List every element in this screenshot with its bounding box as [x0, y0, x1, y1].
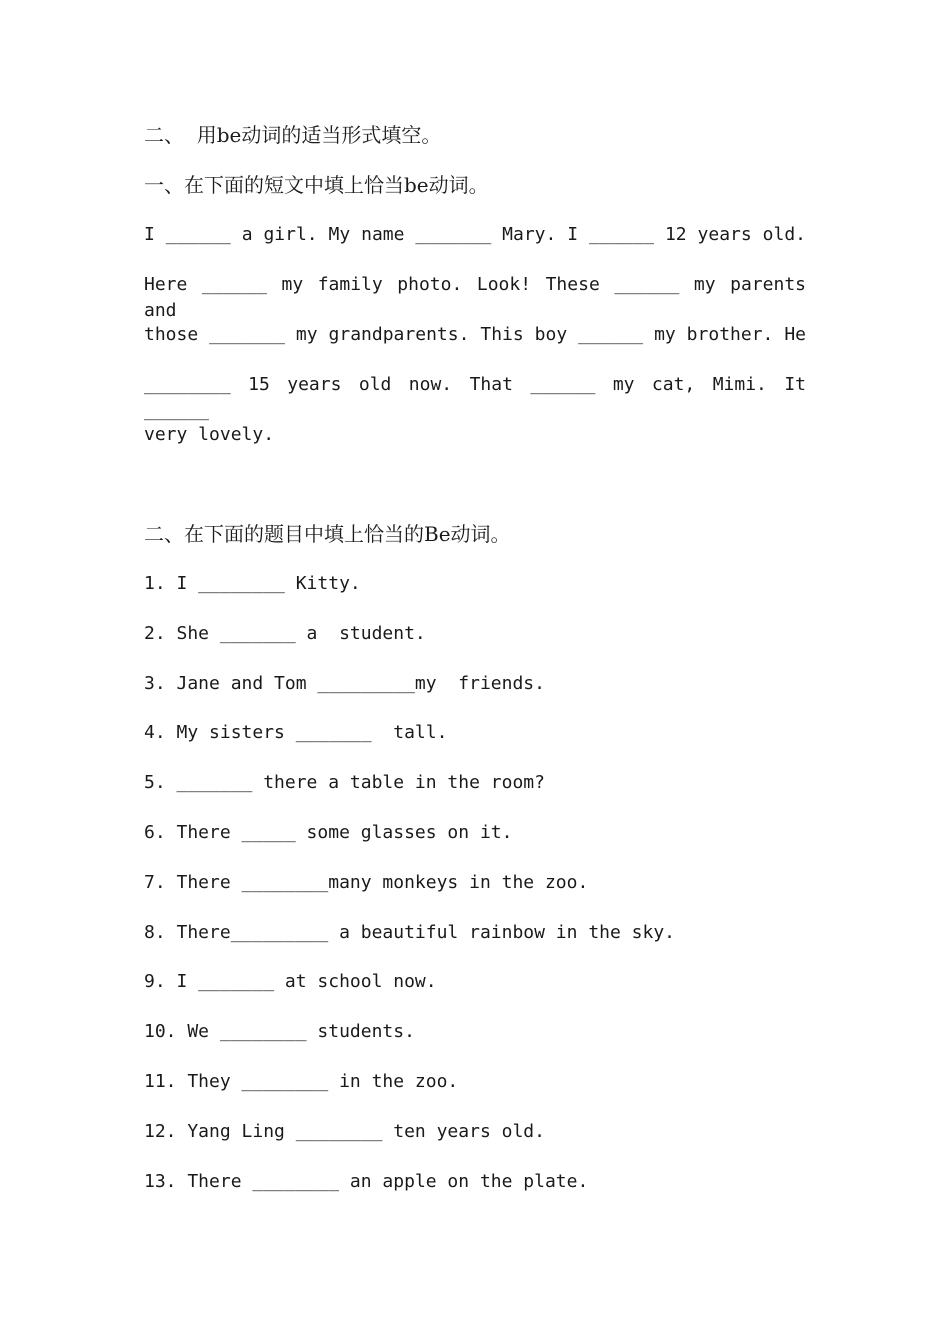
exercise-item: 6. There _____ some glasses on it. — [144, 822, 513, 843]
exercise-item: 5. _______ there a table in the room? — [144, 772, 545, 793]
exercise-item: 13. There ________ an apple on the plate. — [144, 1171, 589, 1192]
exercise-item: 1. I ________ Kitty. — [144, 573, 361, 594]
exercise-item: 7. There ________many monkeys in the zoo. — [144, 872, 589, 893]
exercise-item: 3. Jane and Tom _________my friends. — [144, 673, 545, 694]
passage-line: very lovely. — [144, 424, 275, 445]
exercise-item: 8. There_________ a beautiful rainbow in the sky. — [144, 922, 676, 943]
exercise-item: 2. She _______ a student. — [144, 623, 426, 644]
worksheet-title: 二、 用be动词的适当形式填空。 — [144, 123, 442, 147]
exercise-item: 4. My sisters _______ tall. — [144, 722, 448, 743]
exercise-item: 10. We ________ students. — [144, 1021, 415, 1042]
passage-line: Here ______ my family photo. Look! These ______ my parents and — [144, 274, 806, 321]
section2-heading: 二、在下面的题目中填上恰当的Be动词。 — [144, 522, 511, 546]
exercise-item: 11. They ________ in the zoo. — [144, 1071, 459, 1092]
exercise-item: 9. I _______ at school now. — [144, 971, 437, 992]
passage-line: I ______ a girl. My name _______ Mary. I ______ 12 years old. — [144, 224, 806, 245]
exercise-item: 12. Yang Ling ________ ten years old. — [144, 1121, 545, 1142]
passage-line: those _______ my grandparents. This boy ______ my brother. He — [144, 324, 806, 345]
passage-line: ________ 15 years old now. That ______ my cat, Mimi. It ______ — [144, 374, 806, 421]
section1-heading: 一、在下面的短文中填上恰当be动词。 — [144, 173, 489, 197]
